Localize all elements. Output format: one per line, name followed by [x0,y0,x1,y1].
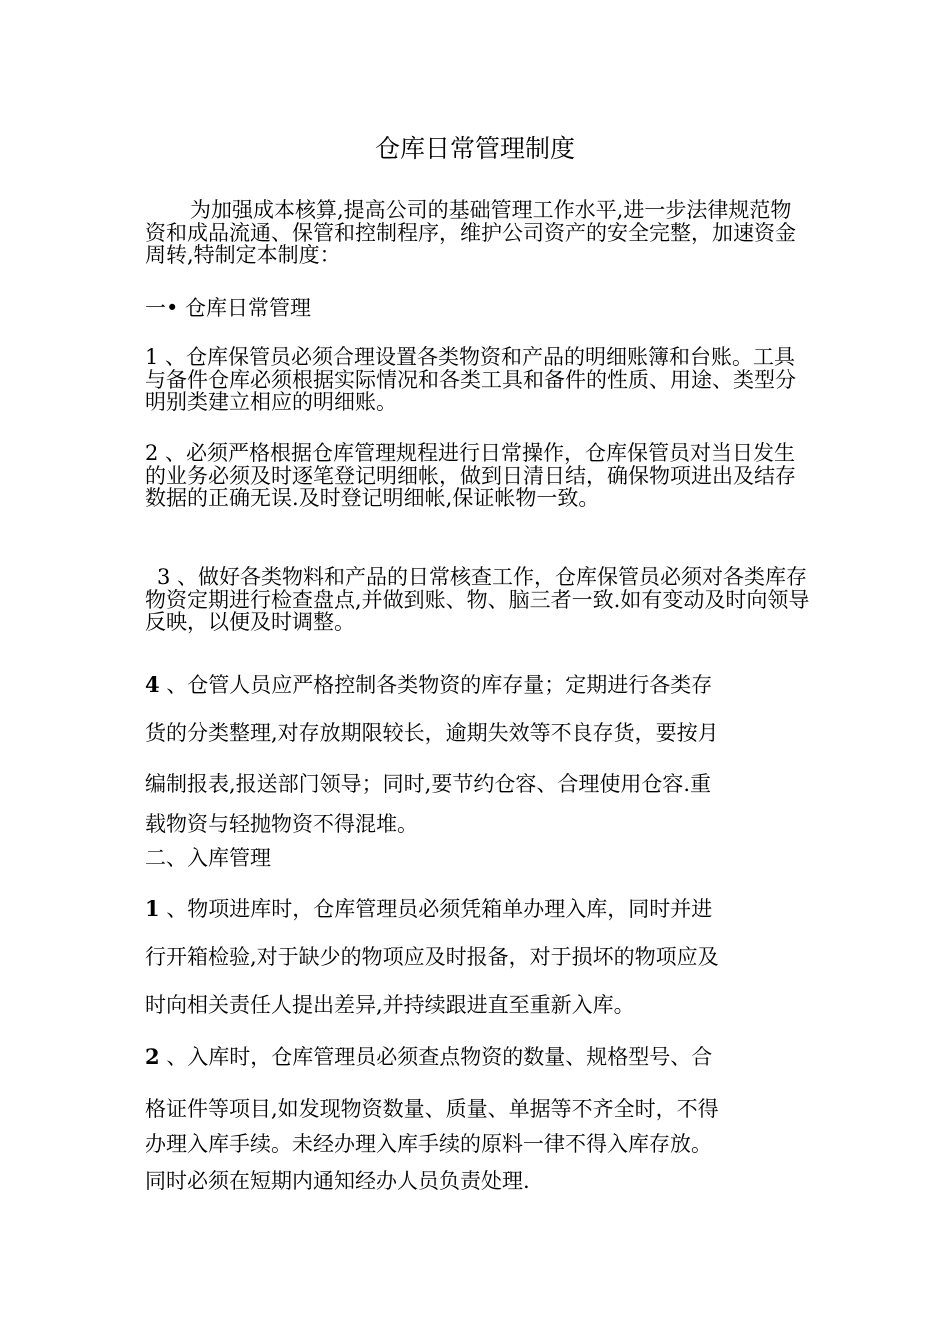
section-1-item-4-line: 4 、仓管人员应严格控制各类物资的库存量；定期进行各类存 [145,672,713,697]
section-2-item-2-line: 同时必须在短期内通知经办人员负责处理. [145,1169,530,1193]
section-1-item-4-line: 货的分类整理,对存放期限较长，逾期失效等不良存货，要按月 [145,721,719,745]
section-1-heading: 一• 仓库日常管理 [145,296,312,320]
section-1-item-1: 1 、仓库保管员必须合理设置各类物资和产品的明细账簿和台账。工具与备件仓库必须根据实际情况和各类工具和备件的性质、用途、类型分明别类建立相应的明细账。 [145,345,796,414]
section-2-item-2-line: 办理入库手续。未经办理入库手续的原料一律不得入库存放。 [145,1132,712,1156]
section-2-item-1-line: 行开箱检验,对于缺少的物项应及时报备，对于损坏的物项应及 [145,945,719,969]
section-1-item-4-line: 载物资与轻抛物资不得混堆。 [145,812,418,836]
section-2-item-2-line: 格证件等项目,如发现物资数量、质量、单据等不齐全时，不得 [145,1097,719,1121]
item-number: 2 [145,1044,160,1069]
document-title: 仓库日常管理制度 [374,134,575,163]
section-1-item-3: 3 、做好各类物料和产品的日常核查工作，仓库保管员必须对各类库存物资定期进行检查盘点,并做到账、物、脑三者一致.如有变动及时向领导反映，以便及时调整。 [145,565,810,634]
intro-paragraph: 为加强成本核算,提高公司的基础管理工作水平,进一步法律规范物资和成品流通、保管和控制程序，维护公司资产的安全完整，加速资金周转,特制定本制度： [145,198,796,267]
item-number: 4 [145,672,160,697]
section-2-heading: 二、入库管理 [145,846,271,870]
section-1-item-4-line: 编制报表,报送部门领导；同时,要节约仓容、合理使用仓容.重 [145,772,712,796]
section-2-item-1-line: 时向相关责任人提出差异,并持续跟进直至重新入库。 [145,993,635,1017]
section-2-item-1-line: 1 、物项进库时，仓库管理员必须凭箱单办理入库，同时并进 [145,896,713,921]
section-2-item-2-line: 2 、入库时，仓库管理员必须查点物资的数量、规格型号、合 [145,1044,713,1069]
section-1-item-2: 2 、必须严格根据仓库管理规程进行日常操作，仓库保管员对当日发生的业务必须及时逐笔登记明细帐，做到日清日结，确保物项进出及结存数据的正确无误.及时登记明细帐,保证帐物一致。 [145,441,796,510]
item-number: 1 [145,896,160,921]
